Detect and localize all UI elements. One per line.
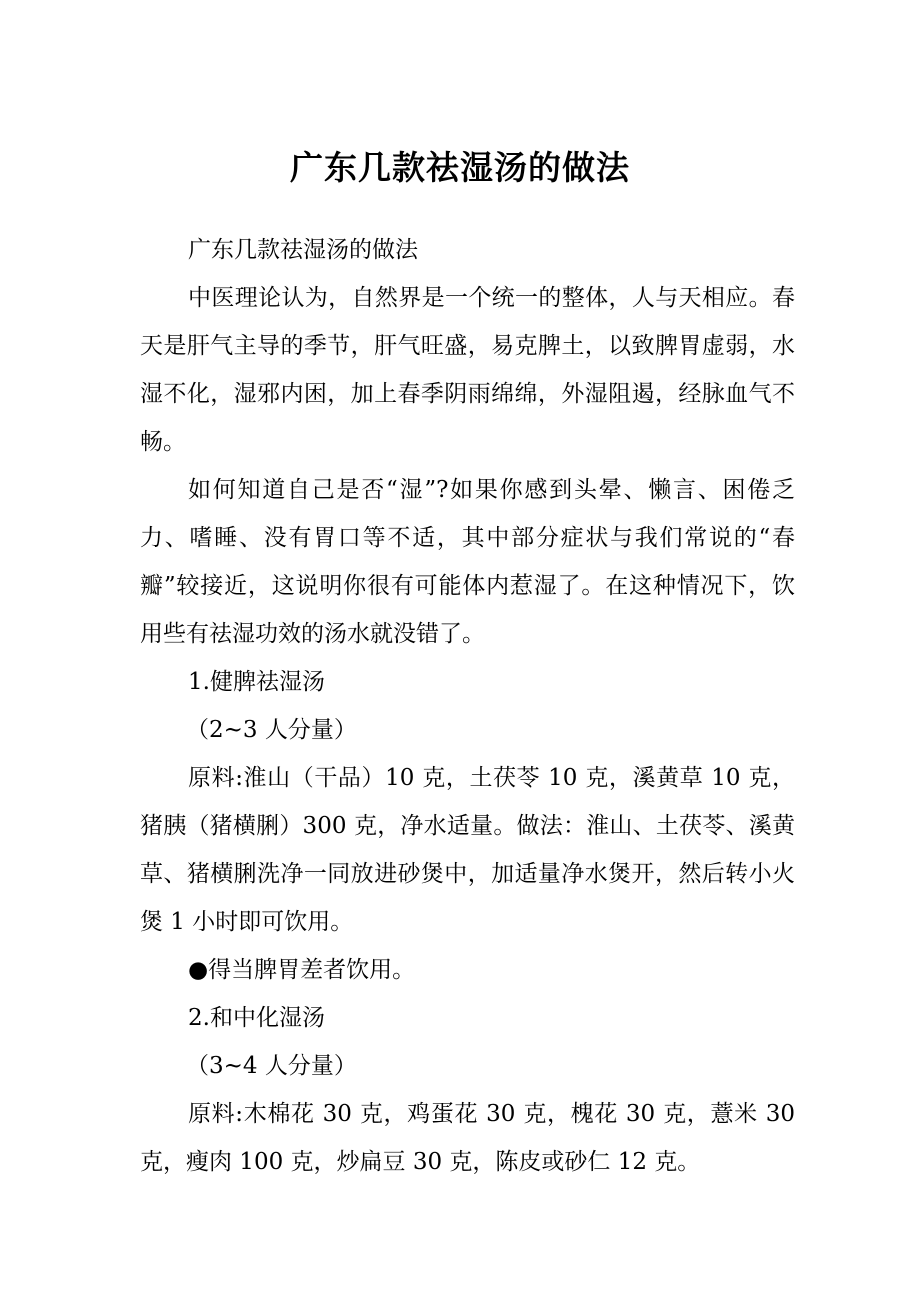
recipe-1-ingredients: 原料:淮山（干品）10 克，土茯苓 10 克，溪黄草 10 克，猪胰（猪横脷）300 克，净水适量。做法：淮山、土茯苓、溪黄草、猪横脷洗净一同放进砂煲中，加适量净水煲开，然后转小火煲 1 小时即可饮用。	[140, 765, 795, 935]
recipe-2-heading: 2.和中化湿汤	[188, 1005, 325, 1031]
recipe-2-serving: （3~4 人分量）	[186, 1053, 357, 1079]
document-title: 广东几款祛湿汤的做法	[290, 148, 630, 187]
paragraph-symptoms: 如何知道自己是否“湿”?如果你感到头晕、懒言、困倦乏力、嗜睡、没有胃口等不适，其中部分症状与我们常说的“春瓣”较接近，这说明你很有可能体内惹湿了。在这种情况下，饮用些有祛湿功效的汤水就没错了。	[140, 477, 795, 647]
paragraph-subtitle: 广东几款祛湿汤的做法	[188, 237, 418, 263]
paragraph-intro: 中医理论认为，自然界是一个统一的整体，人与天相应。春天是肝气主导的季节，肝气旺盛，易克脾土，以致脾胃虚弱，水湿不化，湿邪内困，加上春季阴雨绵绵，外湿阻遏，经脉血气不畅。	[140, 285, 795, 455]
recipe-1-heading: 1.健脾祛湿汤	[188, 669, 325, 695]
recipe-1-note: ●得当脾胃差者饮用。	[188, 957, 416, 983]
recipe-2-ingredients: 原料:木棉花 30 克，鸡蛋花 30 克，槐花 30 克，薏米 30 克，瘦肉 100 克，炒扁豆 30 克，陈皮或砂仁 12 克。	[140, 1101, 795, 1175]
recipe-1-serving: （2~3 人分量）	[186, 717, 357, 743]
document-body	[140, 226, 795, 1186]
